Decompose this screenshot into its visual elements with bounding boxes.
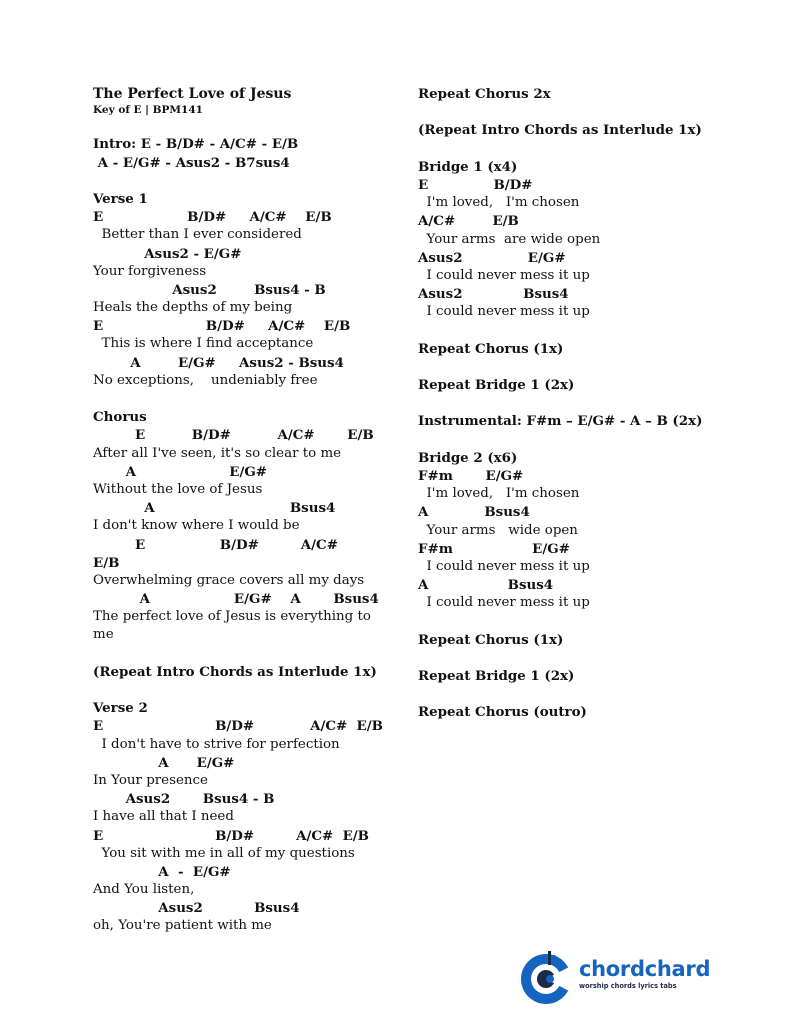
- spacer: [93, 390, 393, 408]
- song-title: The Perfect Love of Jesus: [93, 86, 292, 102]
- lyric-line: oh, You're patient with me: [93, 918, 272, 934]
- logo-wordmark: chordchard: [579, 957, 711, 981]
- section-heading: Verse 2: [93, 700, 148, 717]
- spacer: [93, 681, 393, 699]
- chord-line: Asus2 Bsus4: [418, 286, 569, 303]
- chord-line: A E/G# A Bsus4: [93, 591, 379, 608]
- key-bpm: Key of E | BPM141: [93, 104, 203, 117]
- spacer: [418, 649, 758, 667]
- lyric-line: This is where I find acceptance: [93, 336, 314, 352]
- lyric-line: I could never mess it up: [418, 304, 590, 320]
- chord-line: A E/G#: [93, 463, 268, 480]
- chord-line: A - E/G# - Asus2 - B7sus4: [93, 154, 290, 171]
- lyric-line: I'm loved, I'm chosen: [418, 195, 580, 211]
- lyric-line: The perfect love of Jesus is everything to: [93, 609, 371, 625]
- spacer: [418, 140, 758, 158]
- chord-line: Asus2 Bsus4 - B: [93, 791, 275, 808]
- right-column: [418, 85, 758, 722]
- chord-line: E B/D# A/C# E/B: [93, 209, 332, 226]
- chord-line: E B/D# A/C#: [93, 536, 338, 553]
- spacer: [418, 321, 758, 339]
- spacer: [93, 645, 393, 663]
- chord-line: F#m E/G#: [418, 467, 524, 484]
- chord-line: A Bsus4: [418, 504, 530, 521]
- lyric-line: I'm loved, I'm chosen: [418, 486, 580, 502]
- section-heading: Bridge 1 (x4): [418, 158, 518, 175]
- section-heading: Repeat Chorus (outro): [418, 704, 587, 721]
- spacer: [418, 685, 758, 703]
- lyric-line: I have all that I need: [93, 809, 234, 825]
- chord-line: Intro: E - B/D# - A/C# - E/B: [93, 136, 299, 153]
- section-heading: (Repeat Intro Chords as Interlude 1x): [418, 122, 702, 139]
- chord-line: A Bsus4: [418, 577, 554, 594]
- lyric-line: Without the love of Jesus: [93, 481, 263, 497]
- section-heading: (Repeat Intro Chords as Interlude 1x): [93, 663, 377, 680]
- lyric-line: I don't know where I would be: [93, 518, 300, 534]
- section-heading: Repeat Chorus (1x): [418, 340, 564, 357]
- chord-line: E/B: [93, 554, 120, 571]
- chord-line: E B/D# A/C# E/B: [93, 827, 369, 844]
- spacer: [93, 117, 393, 135]
- section-heading: Bridge 2 (x6): [418, 449, 518, 466]
- left-column: [93, 85, 393, 936]
- section-heading: Verse 1: [93, 190, 148, 207]
- section-heading: Chorus: [93, 409, 147, 426]
- chord-line: A/C# E/B: [418, 213, 519, 230]
- chord-line: A Bsus4: [93, 500, 336, 517]
- spacer: [418, 394, 758, 412]
- lyric-line: No exceptions, undeniably free: [93, 372, 318, 388]
- right-lines: [418, 85, 758, 722]
- spacer: [418, 103, 758, 121]
- chord-line: E B/D# A/C# E/B: [93, 427, 374, 444]
- lyric-line: I could never mess it up: [418, 558, 590, 574]
- chordchard-logo-icon: [519, 948, 575, 1006]
- lyric-line: Heals the depths of my being: [93, 300, 293, 316]
- lyric-line: I could never mess it up: [418, 595, 590, 611]
- chord-line: A E/G#: [93, 754, 235, 771]
- chord-line: F#m E/G#: [418, 540, 570, 557]
- chord-line: Asus2 Bsus4 - B: [93, 281, 326, 298]
- section-heading: Repeat Chorus 2x: [418, 86, 551, 102]
- lyric-line: And You listen,: [93, 882, 195, 898]
- chord-line: Asus2 - E/G#: [93, 245, 242, 262]
- chord-line: A E/G# Asus2 - Bsus4: [93, 354, 344, 371]
- lyric-line: Your arms are wide open: [418, 231, 601, 247]
- lyric-line: Your arms wide open: [418, 522, 578, 538]
- lyric-line: After all I've seen, it's so clear to me: [93, 445, 342, 461]
- chord-line: E B/D# A/C# E/B: [93, 718, 383, 735]
- spacer: [93, 172, 393, 190]
- chordchard-logo[interactable]: [519, 948, 709, 1006]
- chord-line: A - E/G#: [93, 863, 231, 880]
- chord-line: E B/D#: [418, 176, 533, 193]
- left-lines: [93, 135, 393, 935]
- spacer: [418, 358, 758, 376]
- lyric-line: Better than I ever considered: [93, 227, 302, 243]
- lyric-line: Overwhelming grace covers all my days: [93, 572, 365, 588]
- chord-line: E B/D# A/C# E/B: [93, 318, 351, 335]
- section-heading: Repeat Bridge 1 (2x): [418, 668, 575, 684]
- section-heading: Instrumental: F#m – E/G# - A – B (2x): [418, 413, 703, 430]
- lyric-line: Your forgiveness: [93, 263, 207, 279]
- lyric-line: You sit with me in all of my questions: [93, 845, 355, 861]
- lyric-line: In Your presence: [93, 772, 208, 788]
- section-heading: Repeat Chorus (1x): [418, 631, 564, 648]
- lyric-line: me: [93, 627, 114, 643]
- lyric-line: I don't have to strive for perfection: [93, 736, 340, 752]
- logo-tagline: worship chords lyrics tabs: [579, 982, 677, 990]
- lyric-line: I could never mess it up: [418, 267, 590, 283]
- chord-line: Asus2 Bsus4: [93, 900, 300, 917]
- spacer: [418, 431, 758, 449]
- chord-line: Asus2 E/G#: [418, 249, 566, 266]
- spacer: [418, 612, 758, 630]
- section-heading: Repeat Bridge 1 (2x): [418, 377, 575, 393]
